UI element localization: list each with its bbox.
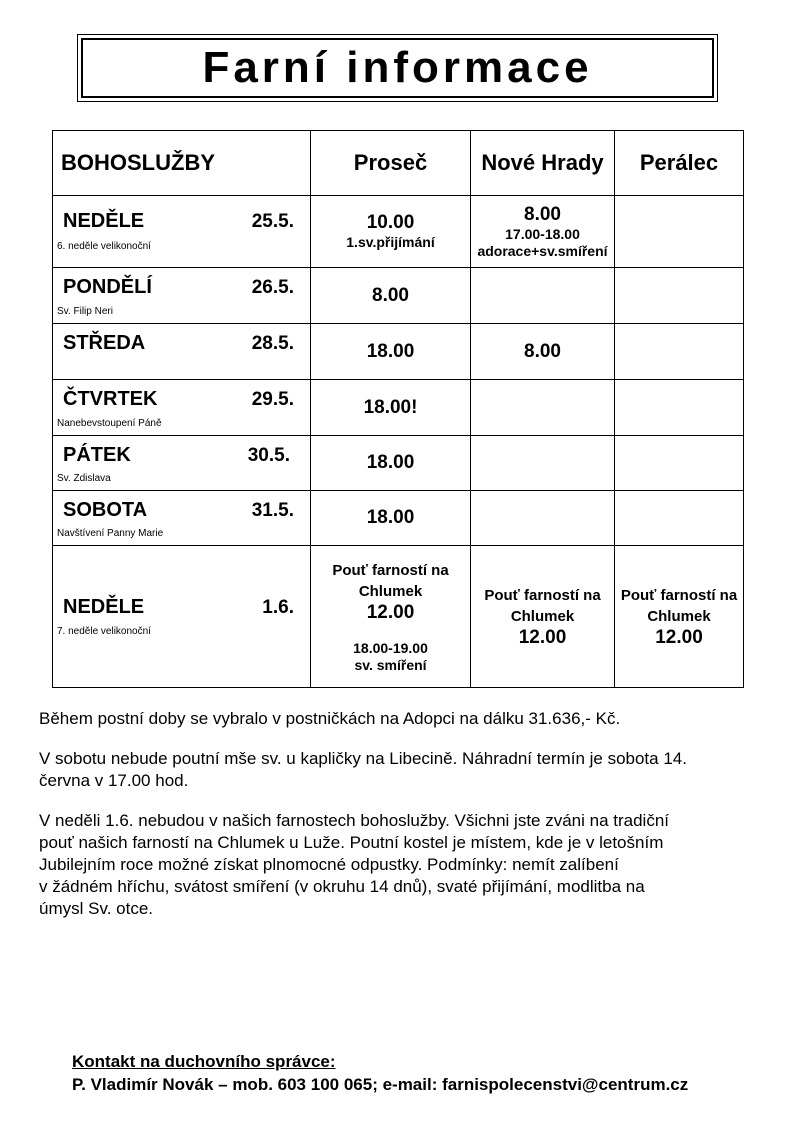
header-prosec: Proseč [311, 131, 471, 196]
day-cell [53, 196, 311, 268]
day-cell [53, 380, 311, 436]
day-date: 25.5. [251, 211, 294, 232]
day-cell [53, 268, 311, 324]
text-line: úmysl Sv. otce. [39, 899, 153, 918]
cell-nove-hrady [471, 380, 615, 436]
day-name: STŘEDA [63, 332, 146, 354]
cell-nove-hrady: 8.00 [471, 324, 615, 380]
cell-peralec [615, 380, 744, 436]
table-row [53, 546, 744, 688]
day-cell [53, 546, 311, 688]
text-line: Jubilejním roce možné získat plnomocné odpustky. Podmínky: nemít zalíbení [39, 855, 619, 874]
cell-peralec [615, 268, 744, 324]
cell-nove-hrady [471, 546, 615, 688]
day-name: PONDĚLÍ [63, 276, 152, 298]
announcement-pilgrimage [39, 810, 759, 920]
mass-time: 8.00 [524, 203, 561, 225]
day-cell [53, 436, 311, 491]
day-date: 29.5. [251, 389, 294, 410]
pilgrimage-line: Chlumek [510, 607, 575, 625]
day-note: Sv. Filip Neri [57, 306, 113, 317]
day-date: 30.5. [247, 445, 290, 466]
text-line: června v 17.00 hod. [39, 771, 189, 790]
announcement-collection [39, 708, 759, 730]
text-line: pouť našich farností na Chlumek u Luže. Poutní kostel je místem, kde je v letošním [39, 833, 664, 852]
cell-peralec [615, 436, 744, 491]
title-frame [81, 38, 714, 98]
day-note: Sv. Zdislava [57, 473, 111, 484]
day-note: 6. neděle velikonoční [57, 241, 151, 252]
cell-nove-hrady [471, 268, 615, 324]
cell-nove-hrady [471, 491, 615, 546]
day-note: Nanebevstoupení Páně [57, 418, 162, 429]
table-row [53, 380, 744, 436]
day-date: 26.5. [251, 277, 294, 298]
day-name: ČTVRTEK [63, 388, 158, 410]
table-row [53, 196, 744, 268]
text-line: v žádném hříchu, svátost smíření (v okruhu 14 dnů), svaté přijímání, modlitba na [39, 877, 645, 896]
cell-peralec [615, 546, 744, 688]
cell-prosec: 18.00 [311, 491, 471, 546]
title-box [77, 34, 718, 102]
day-date: 31.5. [251, 500, 294, 521]
mass-extra: adorace+sv.smíření [477, 242, 608, 259]
cell-nove-hrady [471, 436, 615, 491]
cell-peralec [615, 491, 744, 546]
mass-extra: 1.sv.přijímání [346, 234, 435, 250]
day-cell [53, 491, 311, 546]
text-line: Během postní doby se vybralo v postničkách na Adopci na dálku 31.636,- Kč. [39, 709, 621, 728]
cell-peralec [615, 196, 744, 268]
day-date: 1.6. [262, 597, 294, 618]
header-peralec: Perálec [615, 131, 744, 196]
table-row [53, 436, 744, 491]
day-name: NEDĚLE [63, 596, 145, 618]
day-name: NEDĚLE [63, 210, 145, 232]
mass-time: 12.00 [518, 626, 567, 648]
day-name: SOBOTA [63, 499, 148, 521]
table-header-row [53, 131, 744, 196]
mass-time: 10.00 [366, 212, 415, 233]
cell-prosec: 8.00 [311, 268, 471, 324]
mass-extra: 17.00-18.00 [505, 225, 580, 242]
mass-time: 12.00 [366, 601, 415, 623]
day-date: 28.5. [251, 333, 294, 354]
day-cell [53, 324, 311, 380]
header-bohosluzby: BOHOSLUŽBY [53, 131, 311, 196]
pilgrimage-line: Pouť farností na [484, 586, 601, 604]
day-note: Navštívení Panny Marie [57, 528, 164, 539]
day-note: 7. neděle velikonoční [57, 626, 151, 637]
cell-prosec: 18.00 [311, 324, 471, 380]
contact-info: P. Vladimír Novák – mob. 603 100 065; e-mail: farnispolecenstvi@centrum.cz [72, 1075, 689, 1094]
cell-prosec [311, 546, 471, 688]
cell-prosec: 18.00! [311, 380, 471, 436]
page-title: Farní informace [202, 43, 593, 92]
cell-peralec [615, 324, 744, 380]
schedule-table [52, 130, 744, 688]
text-line: V neděli 1.6. nebudou v našich farnostech bohoslužby. Všichni jste zváni na tradiční [39, 811, 670, 830]
mass-extra: sv. smíření [354, 656, 427, 673]
pilgrimage-line: Pouť farností na [620, 586, 738, 604]
mass-extra: 18.00-19.00 [353, 639, 428, 656]
text-line: V sobotu nebude poutní mše sv. u kapličky na Libecině. Náhradní termín je sobota 14. [39, 749, 687, 768]
cell-prosec [311, 196, 471, 268]
day-name: PÁTEK [63, 444, 131, 466]
table-row [53, 268, 744, 324]
mass-time: 12.00 [655, 626, 703, 648]
table-row [53, 324, 744, 380]
table-row [53, 491, 744, 546]
pilgrimage-line: Chlumek [647, 607, 711, 625]
announcement-libecina [39, 748, 759, 792]
pilgrimage-line: Pouť farností na [332, 561, 449, 579]
cell-prosec: 18.00 [311, 436, 471, 491]
cell-nove-hrady [471, 196, 615, 268]
header-nove-hrady: Nové Hrady [471, 131, 615, 196]
pilgrimage-line: Chlumek [358, 582, 423, 600]
contact-label: Kontakt na duchovního správce: [72, 1052, 336, 1071]
